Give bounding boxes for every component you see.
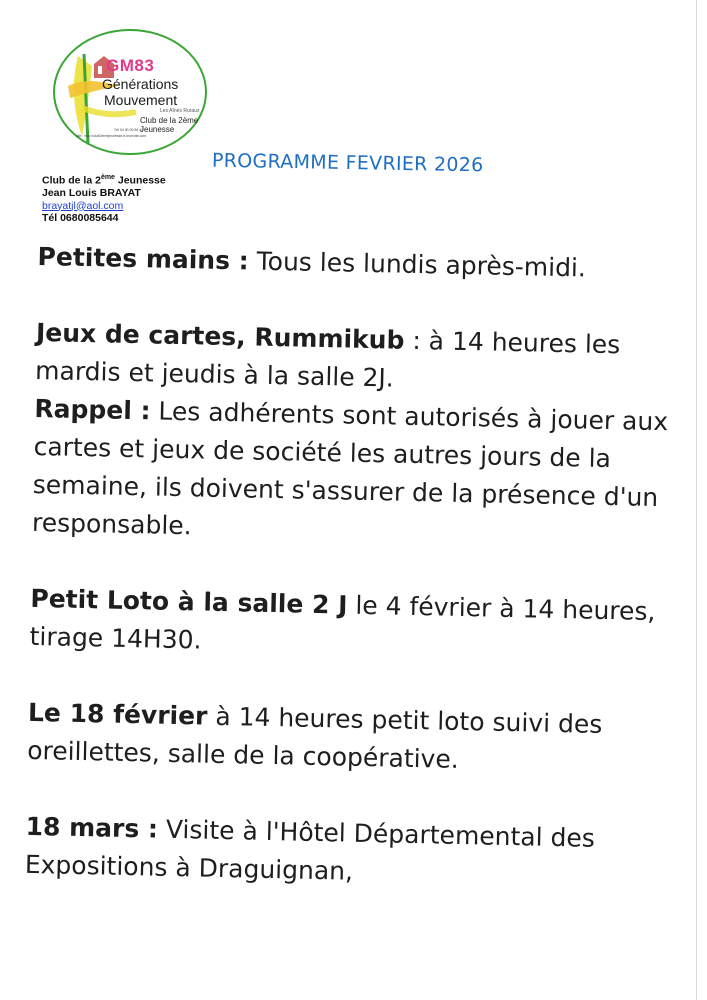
- logo-gm: GM83: [106, 56, 155, 75]
- club-logo: [48, 26, 208, 158]
- scan-edge: [696, 0, 697, 1000]
- contact-email[interactable]: brayatjl@aol.com: [42, 199, 124, 212]
- item-mars: 18 mars : Visite à l'Hôtel Départemental des Expositions à Draguignan,: [24, 811, 596, 886]
- logo-club: Club de la 2ème Jeunesse: [140, 116, 199, 134]
- item-jeux: Jeux de cartes, Rummikub : à 14 heures les mardis et jeudis à la salle 2J.: [34, 317, 621, 393]
- contact-block: [42, 172, 166, 225]
- item-rappel: Rappel : Les adhérents sont autorisés à jouer aux cartes et jeux de société les autres jours de la semaine, ils doivent s'assurer de la présence d'un responsable.: [31, 393, 669, 541]
- logo-aines: Les Aînés Ruraux: [160, 108, 200, 114]
- contact-club: Club de la 2ème Jeunesse: [42, 174, 166, 187]
- logo-site: site : http://club2emejeunesse.e-monsite.com: [76, 134, 147, 138]
- item-loto-18: Le 18 février à 14 heures petit loto suivi des oreillettes, salle de la coopérative.: [26, 697, 603, 774]
- page-title: PROGRAMME FEVRIER 2026: [211, 149, 484, 177]
- logo-tel: Tél 04 90 00 56 44: [114, 128, 144, 132]
- contact-phone: Tél 0680085644: [42, 212, 119, 224]
- contact-name: Jean Louis BRAYAT: [42, 187, 141, 199]
- logo-generations: Générations: [102, 76, 179, 92]
- logo-mouvement: Mouvement: [104, 92, 178, 108]
- item-loto: Petit Loto à la salle 2 J le 4 février à 14 heures, tirage 14H30.: [29, 583, 656, 655]
- item-petites-mains: Petites mains : Tous les lundis après-midi.: [37, 241, 587, 283]
- programme-body: [24, 238, 687, 897]
